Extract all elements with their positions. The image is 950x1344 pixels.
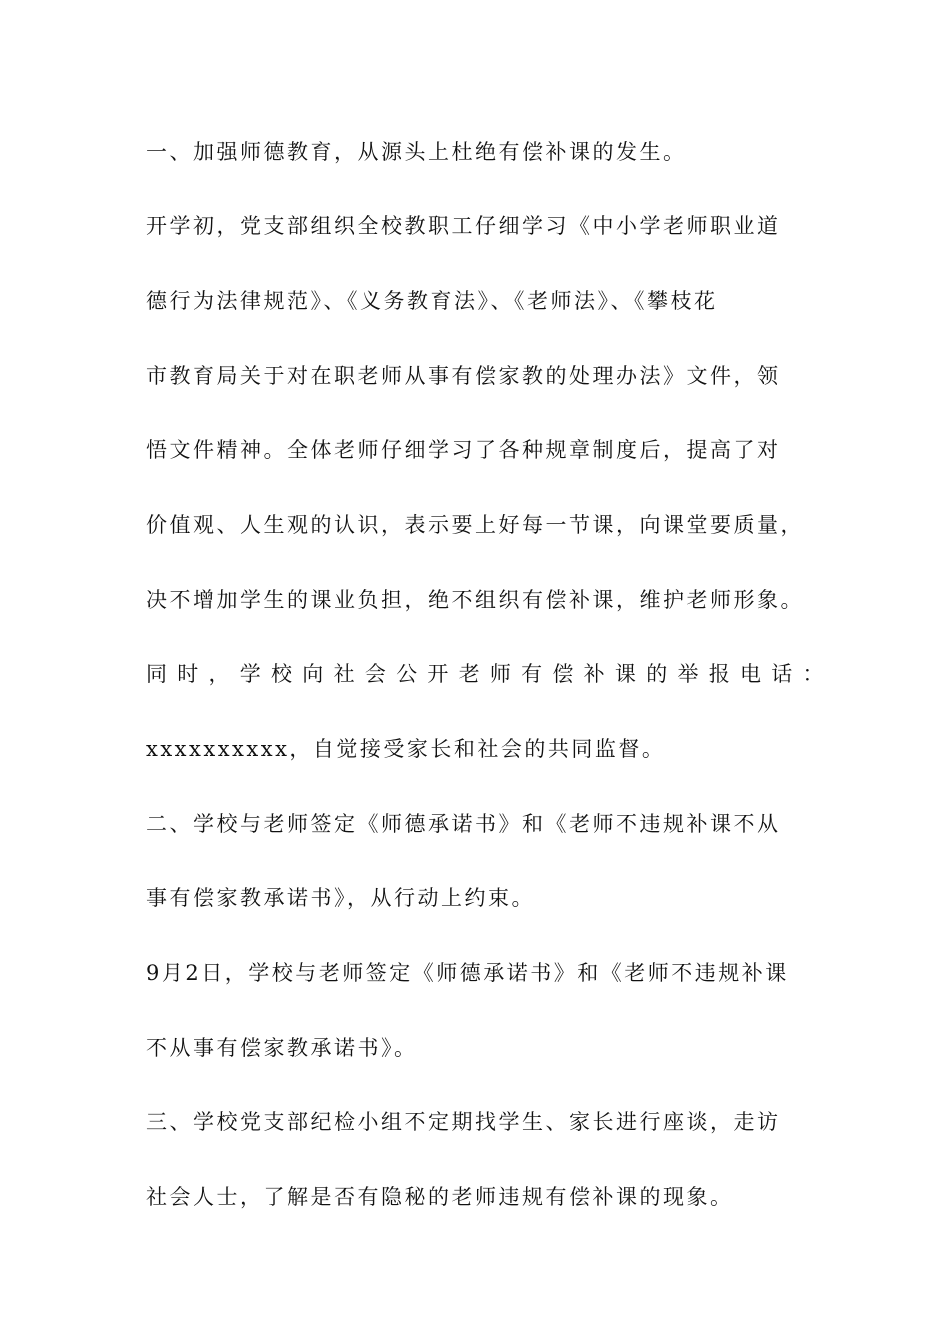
section-heading-1: 一、加强师德教育，从源头上杜绝有偿补课的发生。 <box>146 140 687 164</box>
paragraph-line: 不从事有偿家教承诺书》。 <box>146 1036 418 1060</box>
paragraph-line: 悟文件精神。全体老师仔细学习了各种规章制度后，提高了对 <box>146 438 781 462</box>
section-heading-3: 三、学校党支部纪检小组不定期找学生、家长进行座谈，走访 <box>146 1110 781 1134</box>
paragraph-line: 价值观、人生观的认识，表示要上好每一节课，向课堂要质量， <box>146 513 804 537</box>
paragraph-line: 市教育局关于对在职老师从事有偿家教的处理办法》文件，领 <box>146 364 781 388</box>
paragraph-line: xxxxxxxxxx，自觉接受家长和社会的共同监督。 <box>146 737 666 761</box>
section-heading-2-cont: 事有偿家教承诺书》，从行动上约束。 <box>146 886 535 910</box>
paragraph-line: 9月2日，学校与老师签定《师德承诺书》和《老师不违规补课 <box>146 961 789 985</box>
paragraph-line: 决不增加学生的课业负担，绝不组织有偿补课，维护老师形象。 <box>146 588 804 612</box>
paragraph-line: 同时，学校向社会公开老师有偿补课的举报电话： <box>146 662 826 686</box>
paragraph-line: 德行为法律规范》、《义务教育法》、《老师法》、《攀枝花 <box>146 289 718 313</box>
section-heading-3-cont: 社会人士，了解是否有隐秘的老师违规有偿补课的现象。 <box>146 1185 734 1209</box>
paragraph-line: 开学初，党支部组织全校教职工仔细学习《中小学老师职业道 <box>146 214 781 238</box>
section-heading-2: 二、学校与老师签定《师德承诺书》和《老师不违规补课不从 <box>146 812 781 836</box>
